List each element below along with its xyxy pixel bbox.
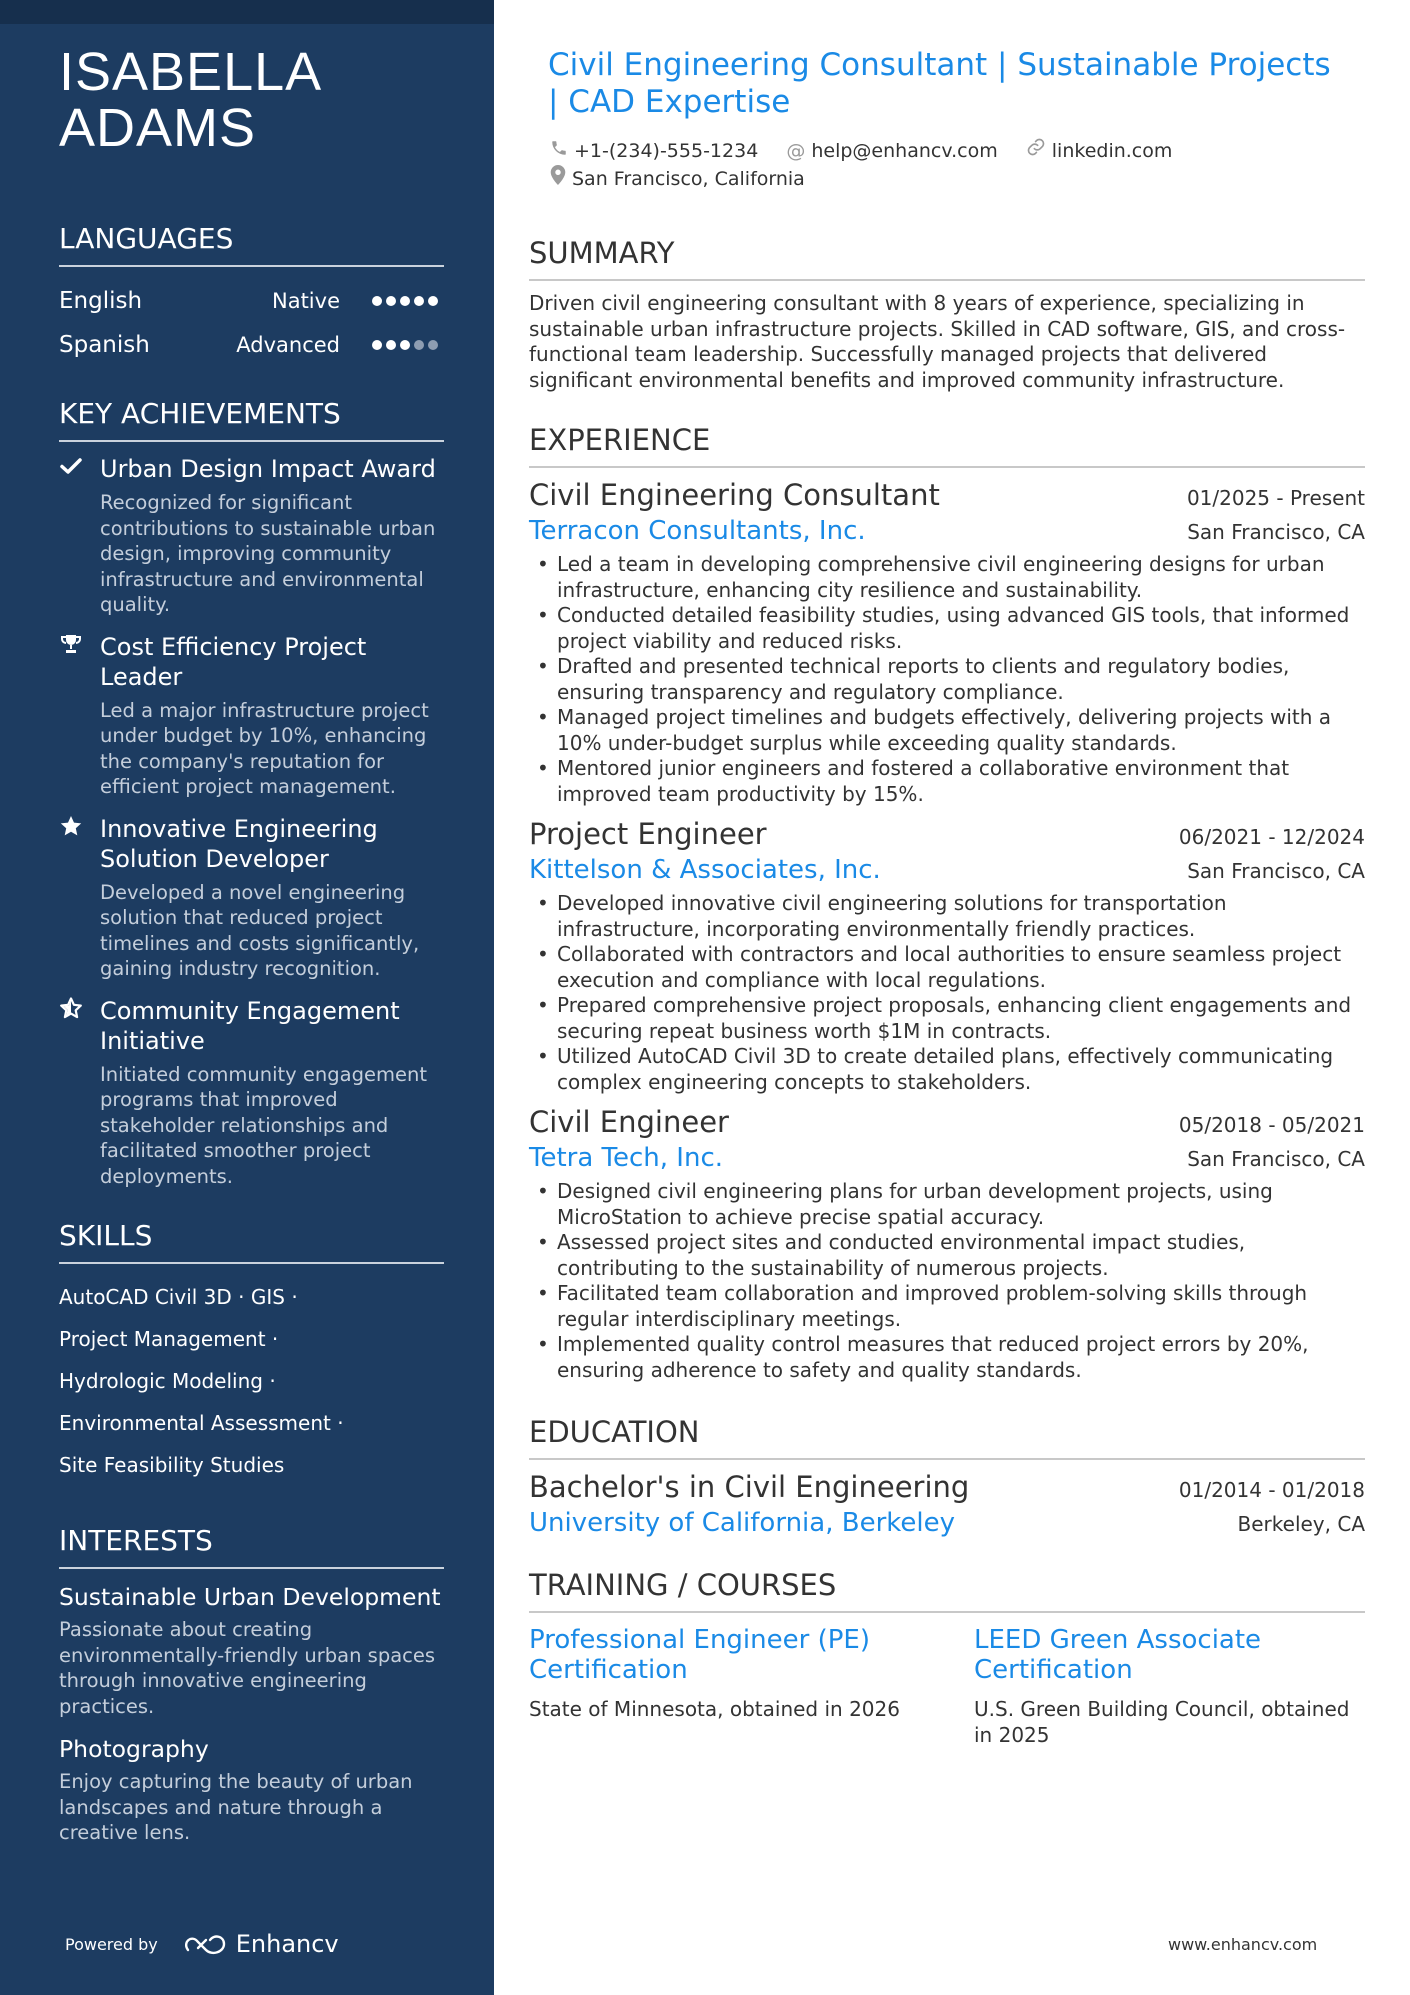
skill-line: Project Management · [59,1327,279,1351]
training-title[interactable]: Professional Engineer (PE) Certification [529,1625,870,1685]
phone-text: +1-(234)-555-1234 [574,140,759,162]
rating-dot [414,296,424,306]
training-item [974,1625,1359,1748]
footer-url[interactable]: www.enhancv.com [1168,1935,1318,1954]
job-location: San Francisco, CA [1187,520,1365,544]
job-bullet: • Conducted detailed feasibility studies, using advanced GIS tools, that informed project viability and reduced risks. [529,603,1365,654]
training-description: U.S. Green Building Council, obtained in 2025 [974,1697,1350,1747]
interest-description: Enjoy capturing the beauty of urban landscapes and nature through a creative lens. [59,1770,413,1844]
location-text: San Francisco, California [572,167,805,190]
sidebar-top-bar [0,0,494,24]
rating-dot [372,340,382,350]
experience-section [529,423,1365,1383]
job-bullet: • Collaborated with contractors and local authorities to ensure seamless project execution and compliance with local regulations. [529,942,1365,993]
enhancv-logo[interactable] [184,1930,339,1958]
achievement-title: Innovative Engineering Solution Developer [100,814,378,873]
contact-linkedin[interactable] [1026,137,1173,165]
job-dates: 05/2018 - 05/2021 [1178,1113,1365,1137]
job-bullet: • Mentored junior engineers and fostered a collaborative environment that improved team productivity by 15%. [529,756,1365,807]
training-item [529,1625,914,1748]
job-bullet: • Facilitated team collaboration and improved problem-solving skills through regular interdisciplinary meetings. [529,1281,1365,1332]
phone-icon [550,138,568,165]
interest-description: Passionate about creating environmentally-friendly urban spaces through innovative engineering practices. [59,1618,436,1718]
achievements-heading: KEY ACHIEVEMENTS [59,397,444,442]
job-bullet: • Prepared comprehensive project proposals, enhancing client engagements and securing repeat business worth $1M in contracts. [529,993,1365,1044]
experience-heading: EXPERIENCE [529,423,1365,468]
job-entry [529,817,1365,1095]
location-pin-icon [550,165,566,193]
achievements-section [59,397,444,1189]
skills-heading: SKILLS [59,1219,444,1264]
achievement-item [59,454,444,618]
star-icon [59,814,100,982]
achievement-item [59,814,444,982]
achievement-title: Urban Design Impact Award [100,455,436,483]
rating-dot [372,296,382,306]
job-title: Project Engineer [529,817,767,851]
summary-section [529,236,1365,393]
linkedin-text: linkedin.com [1051,139,1173,162]
achievement-description: Developed a novel engineering solution that reduced project timelines and costs significantly, gaining industry recognition. [100,880,420,980]
job-bullets [529,552,1365,807]
name-first: ISABELLA [59,42,323,102]
achievement-description: Led a major infrastructure project under budget by 10%, enhancing the company's reputation for efficient project management. [100,698,429,798]
rating-dot [386,296,396,306]
languages-heading: LANGUAGES [59,222,444,267]
rating-dot [386,340,396,350]
job-location: San Francisco, CA [1187,859,1365,883]
job-bullet: • Drafted and presented technical reports to clients and regulatory bodies, ensuring transparency and regulatory compliance. [529,654,1365,705]
job-location: San Francisco, CA [1187,1147,1365,1171]
training-title[interactable]: LEED Green Associate Certification [974,1625,1262,1685]
rating-dot-empty [428,340,438,350]
language-rating [372,340,444,350]
training-section [529,1568,1365,1748]
achievement-description: Recognized for significant contributions to sustainable urban design, improving community infrastructure and environmental quality. [100,491,436,616]
link-icon [1026,137,1046,165]
job-title: Civil Engineer [529,1105,729,1139]
training-heading: TRAINING / COURSES [529,1568,1365,1613]
company-name[interactable]: Tetra Tech, Inc. [529,1143,724,1173]
job-bullet: • Developed innovative civil engineering solutions for transportation infrastructure, incorporating environmentally friendly practices. [529,891,1365,942]
education-section [529,1415,1365,1538]
job-dates: 06/2021 - 12/2024 [1178,825,1365,849]
language-rating [372,296,444,306]
job-title: Civil Engineering Consultant [529,478,940,512]
contact-location [550,165,805,193]
skills-section [59,1219,444,1486]
language-row [59,279,444,323]
training-list [529,1625,1365,1748]
job-bullets [529,891,1365,1095]
contact-email[interactable] [786,138,997,165]
education-entry [529,1470,1365,1538]
enhancv-logo-text: Enhancv [235,1930,339,1958]
job-bullet: • Implemented quality control measures that reduced project errors by 20%, ensuring adherence to safety and quality standards. [529,1332,1365,1383]
skill-line: Environmental Assessment · [59,1411,344,1435]
achievement-title: Cost Efficiency Project Leader [100,632,367,691]
powered-by-label: Powered by [65,1934,158,1954]
language-row [59,323,444,367]
at-icon: @ [786,140,806,162]
language-level: Advanced [236,333,340,357]
company-name[interactable]: Terracon Consultants, Inc. [529,516,866,546]
job-entry [529,1105,1365,1383]
degree-title: Bachelor's in Civil Engineering [529,1470,970,1504]
rating-dot [400,296,410,306]
skill-line: Site Feasibility Studies [59,1453,285,1477]
rating-dot-empty [414,340,424,350]
skill-line: AutoCAD Civil 3D · GIS · [59,1285,298,1309]
contact-info [550,137,1194,193]
achievement-title: Community Engagement Initiative [100,996,400,1055]
name-last: ADAMS [59,98,257,158]
star-outline-icon [59,996,100,1190]
skill-line: Hydrologic Modeling · [59,1369,276,1393]
interests-heading: INTERESTS [59,1524,444,1569]
achievement-item [59,632,444,800]
education-location: Berkeley, CA [1237,1512,1365,1536]
job-bullet: • Designed civil engineering plans for urban development projects, using MicroStation to achieve precise spatial accuracy. [529,1179,1365,1230]
job-bullet: • Utilized AutoCAD Civil 3D to create detailed plans, effectively communicating complex engineering concepts to stakeholders. [529,1044,1365,1095]
language-name: Spanish [59,332,150,358]
interests-section [59,1524,444,1846]
powered-by [65,1930,339,1958]
company-name[interactable]: Kittelson & Associates, Inc. [529,855,881,885]
school-name[interactable]: University of California, Berkeley [529,1508,955,1538]
education-dates: 01/2014 - 01/2018 [1178,1478,1365,1502]
interest-item [59,1581,444,1719]
sidebar [0,0,494,1995]
interest-title: Sustainable Urban Development [59,1583,441,1611]
achievement-description: Initiated community engagement programs that improved stakeholder relationships and facilitated smoother project deployments. [100,1062,427,1188]
job-bullet: • Assessed project sites and conducted environmental impact studies, contributing to the sustainability of numerous projects. [529,1230,1365,1281]
achievement-item [59,996,444,1190]
candidate-name [59,44,444,156]
language-name: English [59,288,143,314]
job-bullets [529,1179,1365,1383]
job-dates: 01/2025 - Present [1186,486,1365,510]
training-description: State of Minnesota, obtained in 2026 [529,1697,900,1721]
summary-text: Driven civil engineering consultant with 8 years of experience, specializing in sustainable urban infrastructure projects. Skilled in CAD software, GIS, and cross-functional team leadership. Successfully managed projects that delivered significant environmental benefits and improved community infrastructure. [529,291,1346,392]
language-level: Native [272,289,340,313]
interest-item [59,1733,444,1846]
job-bullet: • Managed project timelines and budgets effectively, delivering projects with a 10% under-budget surplus while exceeding quality standards. [529,705,1365,756]
languages-section [59,222,444,367]
enhancv-logo-icon [184,1932,230,1956]
check-icon [59,454,100,618]
rating-dot [400,340,410,350]
job-bullet: • Led a team in developing comprehensive civil engineering designs for urban infrastructure, enhancing city resilience and sustainability. [529,552,1365,603]
interest-title: Photography [59,1735,209,1763]
summary-heading: SUMMARY [529,236,1365,281]
email-text: help@enhancv.com [811,140,998,162]
trophy-icon [59,632,100,800]
rating-dot [428,296,438,306]
contact-phone[interactable] [550,138,758,165]
main-content [529,236,1365,1748]
job-entry [529,478,1365,807]
headline: Civil Engineering Consultant | Sustainable Projects | CAD Expertise [548,47,1331,120]
education-heading: EDUCATION [529,1415,1365,1460]
